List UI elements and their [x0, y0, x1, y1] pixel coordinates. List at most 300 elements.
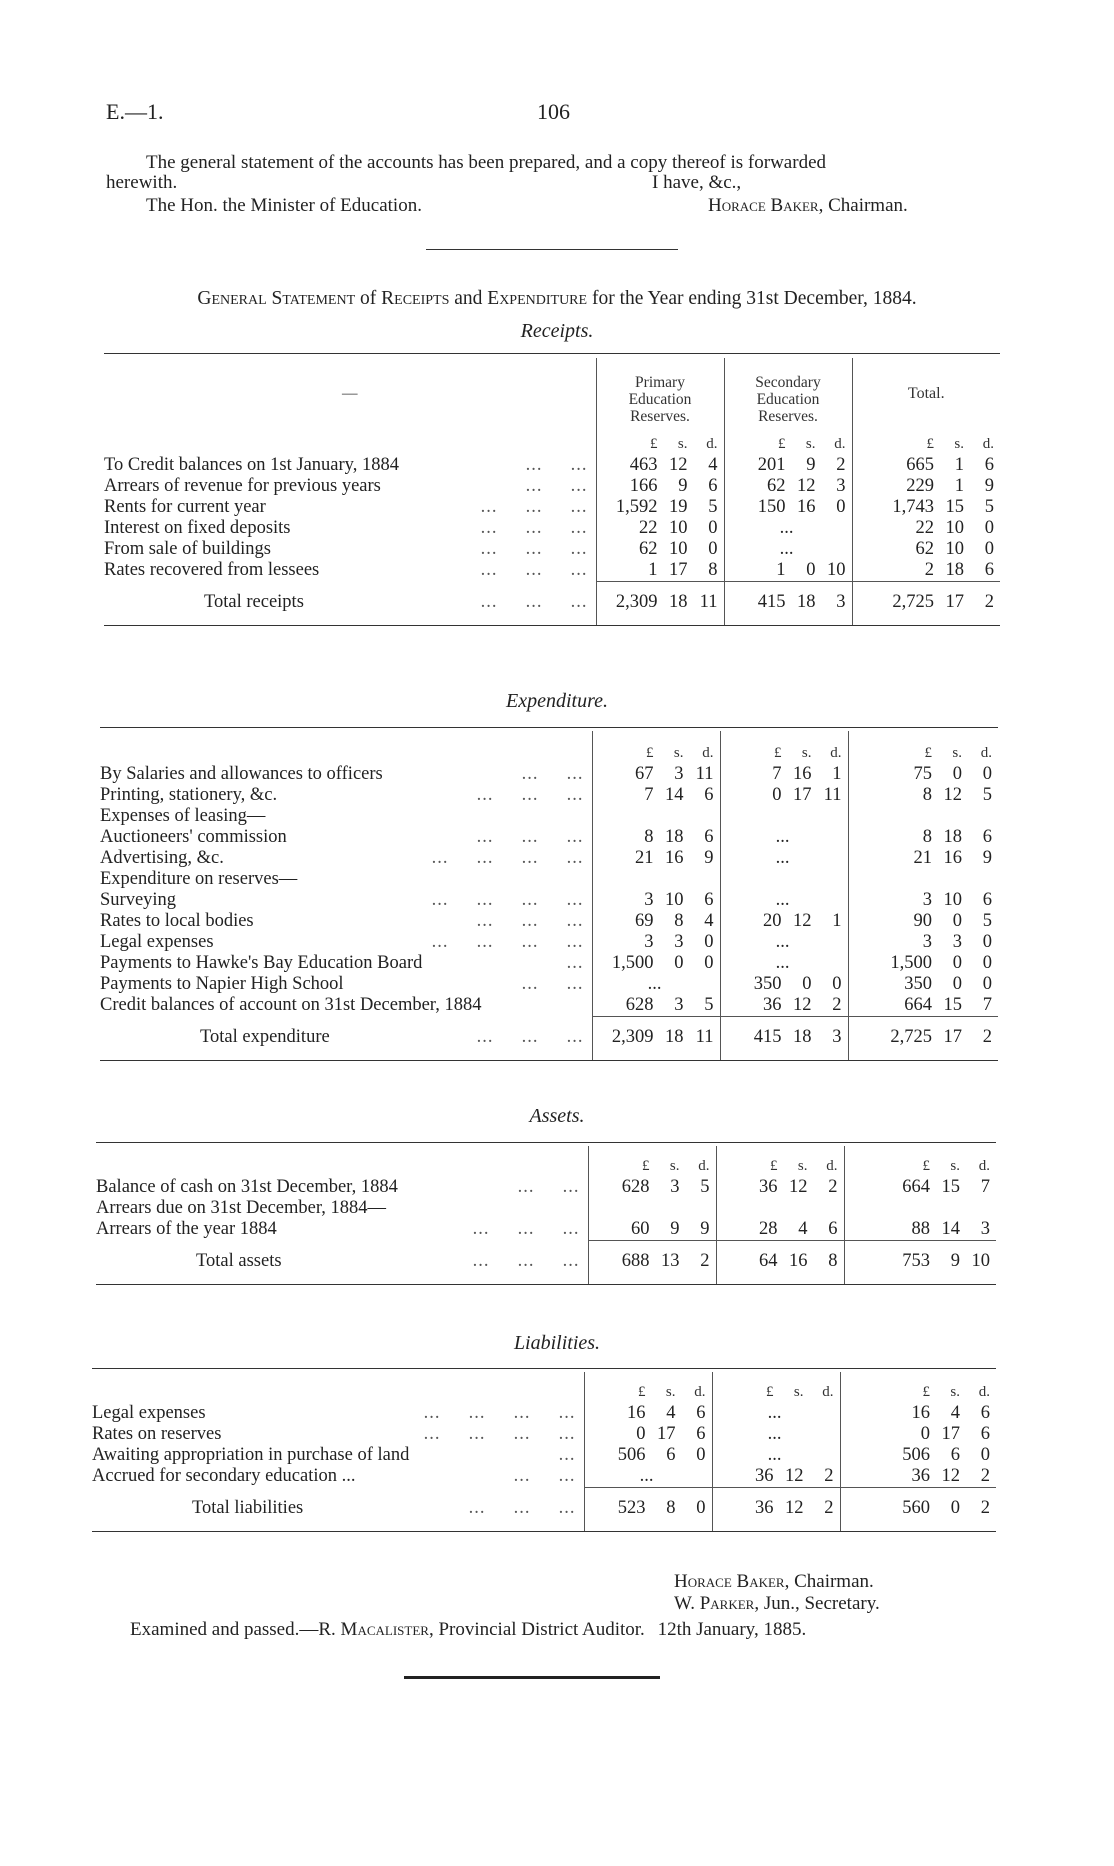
- row-label-text: Total assets: [196, 1250, 282, 1271]
- unit-l: £: [774, 745, 782, 761]
- primary-amount: [592, 995, 720, 1017]
- pounds: 201: [757, 455, 786, 475]
- pence: 6: [696, 1403, 706, 1423]
- table-header-row: [104, 358, 1000, 428]
- shillings: 17: [945, 592, 964, 612]
- leader-dots: ... ... ...: [472, 1250, 580, 1271]
- amount: [593, 974, 714, 995]
- primary-amount: [596, 455, 724, 476]
- primary-amount: [592, 953, 720, 974]
- pence: 8: [828, 1251, 838, 1271]
- primary-amount: [584, 1445, 712, 1466]
- shillings: 10: [665, 890, 684, 910]
- assets-title: Assets.: [529, 1105, 585, 1127]
- shillings: 12: [941, 1466, 960, 1486]
- currency-units: [848, 743, 998, 764]
- amount: [853, 592, 995, 613]
- secondary-amount: [724, 476, 852, 497]
- unit-s: s.: [950, 1384, 960, 1400]
- shillings: 0: [952, 974, 962, 994]
- row-label: [92, 1488, 584, 1532]
- pounds: 64: [759, 1251, 778, 1271]
- row-label: [100, 995, 592, 1017]
- secondary-amount: [720, 785, 848, 806]
- pence: 10: [827, 560, 846, 580]
- shillings: 10: [669, 518, 688, 538]
- shillings: 9: [950, 1251, 960, 1271]
- amount: [713, 1424, 834, 1445]
- unit-l: £: [924, 745, 932, 761]
- amount: [849, 764, 993, 785]
- pence: 3: [836, 592, 846, 612]
- pounds: 2,309: [611, 1027, 654, 1047]
- unit-labels: [725, 434, 846, 455]
- pounds: 628: [621, 1177, 650, 1197]
- pounds: 75: [913, 764, 932, 784]
- grand-total: [848, 1017, 998, 1061]
- spacer-cell: [96, 1156, 588, 1177]
- amount: [721, 890, 842, 911]
- shillings: 14: [941, 1219, 960, 1239]
- secondary-amount: [720, 827, 848, 848]
- empty-marker: ...: [767, 1424, 782, 1444]
- row-label: [104, 582, 596, 626]
- chairman-role: Chairman.: [794, 1571, 874, 1592]
- unit-d: d.: [702, 745, 714, 761]
- pence: 9: [982, 848, 992, 868]
- pounds: 67: [635, 764, 654, 784]
- spacer-cell: [720, 731, 848, 743]
- pounds: 0: [772, 785, 782, 805]
- amount: [717, 1219, 838, 1240]
- audit-date: 12th January, 1885.: [657, 1619, 807, 1640]
- amount: [725, 560, 846, 581]
- closing-rule: [404, 1676, 660, 1679]
- shillings: 16: [797, 497, 816, 517]
- title-part: Expenditure: [487, 288, 588, 309]
- secretary-signature: [674, 1594, 880, 1615]
- pounds: 21: [913, 848, 932, 868]
- report-reference: E.—1.: [106, 99, 164, 124]
- amount: [593, 932, 714, 953]
- row-label-text: Payments to Hawke's Bay Education Board: [100, 953, 423, 973]
- currency-units: [588, 1156, 716, 1177]
- total-row: [100, 1017, 998, 1061]
- amount: [721, 911, 842, 932]
- empty-marker: ...: [775, 890, 790, 910]
- amount: [721, 995, 842, 1016]
- shillings: 18: [665, 1027, 684, 1047]
- primary-amount: [596, 476, 724, 497]
- shillings: 12: [785, 1498, 804, 1518]
- pence: 6: [708, 476, 718, 496]
- primary-amount: [592, 764, 720, 785]
- amount: [597, 497, 718, 518]
- currency-units-row: [100, 743, 998, 764]
- leader-dots: ... ... ...: [476, 827, 584, 847]
- table-row: [104, 518, 1000, 539]
- header-line: Secondary: [755, 374, 821, 391]
- primary-amount: [596, 518, 724, 539]
- total-row: [92, 1488, 996, 1532]
- amount: [585, 1466, 706, 1487]
- pence: 6: [984, 560, 994, 580]
- leader-dots: ... ... ... ...: [431, 848, 584, 868]
- leader-dots: ... ... ... ...: [423, 1403, 576, 1423]
- pence: 6: [980, 1403, 990, 1423]
- total-amount: [852, 560, 1000, 582]
- chairman-name: Horace Baker,: [674, 1571, 790, 1592]
- amount: [593, 953, 714, 974]
- spacer-cell: [92, 1382, 584, 1403]
- label-column-header: —: [342, 384, 358, 402]
- row-label: [100, 806, 592, 827]
- row-label-text: Total expenditure: [200, 1026, 330, 1047]
- secondary-amount: [720, 911, 848, 932]
- pence: 11: [695, 764, 714, 784]
- pounds: 688: [621, 1251, 650, 1271]
- header-line: Education: [628, 391, 692, 408]
- shillings: 17: [657, 1424, 676, 1444]
- receipts-body: [104, 428, 1000, 626]
- amount: [721, 974, 842, 995]
- leader-dots: ... ... ... ...: [431, 932, 584, 952]
- row-label: [104, 518, 596, 539]
- shillings: 15: [941, 1177, 960, 1197]
- shillings: 12: [797, 476, 816, 496]
- spacer-cell: [104, 434, 596, 455]
- shillings: 17: [669, 560, 688, 580]
- primary-amount: [584, 1403, 712, 1424]
- pence: 11: [699, 592, 718, 612]
- shillings: 15: [945, 497, 964, 517]
- shillings: 16: [943, 848, 962, 868]
- amount: [849, 911, 993, 932]
- pence: 6: [704, 785, 714, 805]
- amount: [849, 785, 993, 806]
- unit-s: s.: [797, 1158, 808, 1174]
- assets-top-rule: [96, 1142, 996, 1143]
- leader-dots: ... ... ...: [480, 591, 588, 612]
- empty-marker: ...: [775, 827, 790, 847]
- pounds: 463: [629, 455, 658, 475]
- spacer-cell: [716, 1146, 844, 1156]
- secondary-amount: [724, 497, 852, 518]
- pounds: 2,725: [890, 1027, 932, 1047]
- unit-s: s.: [801, 745, 812, 761]
- shillings: 10: [669, 539, 688, 559]
- leader-dots: ... ...: [521, 974, 584, 994]
- empty-marker: ...: [779, 518, 794, 538]
- spacer-cell: [592, 731, 720, 743]
- secondary-amount: [720, 764, 848, 785]
- table-row: [100, 827, 998, 848]
- unit-l: £: [778, 436, 786, 452]
- secondary-amount: [720, 932, 848, 953]
- total-amount: [852, 539, 1000, 560]
- shillings: 18: [943, 827, 962, 847]
- row-label-text: Arrears of the year 1884: [96, 1219, 277, 1239]
- pounds: 3: [922, 890, 932, 910]
- unit-s: s.: [669, 1158, 680, 1174]
- pence: 0: [984, 539, 994, 559]
- row-label-text: Advertising, &c.: [100, 848, 224, 868]
- unit-d: d.: [706, 436, 718, 452]
- pence: 3: [836, 476, 846, 496]
- shillings: 4: [666, 1403, 676, 1423]
- title-part: Receipts: [381, 288, 450, 309]
- pence: 6: [980, 1424, 990, 1444]
- primary-amount: [592, 827, 720, 848]
- primary-amount: [592, 869, 720, 890]
- row-label-text: Surveying: [100, 890, 177, 910]
- pounds: 506: [902, 1445, 930, 1465]
- pounds: 36: [763, 995, 782, 1015]
- grand-total: [852, 582, 1000, 626]
- pence: 5: [982, 911, 992, 931]
- pounds: 0: [636, 1424, 646, 1444]
- row-label-text: Expenditure on reserves—: [100, 869, 298, 889]
- shillings: 0: [952, 764, 962, 784]
- pence: 2: [836, 455, 846, 475]
- secondary-amount: [724, 560, 852, 582]
- secondary-column-header: [724, 358, 852, 428]
- shillings: 17: [793, 785, 812, 805]
- row-label: [104, 539, 596, 560]
- leader-dots: ...: [566, 953, 584, 973]
- unit-d: d.: [698, 1158, 710, 1174]
- table-row: [92, 1424, 996, 1445]
- spacer-cell: [100, 731, 592, 743]
- amount: [593, 995, 714, 1016]
- primary-amount: [592, 848, 720, 869]
- pounds: 1,592: [615, 497, 658, 517]
- pence: 4: [708, 455, 718, 475]
- header-line: Education: [756, 391, 820, 408]
- secondary-amount: [712, 1466, 840, 1488]
- receipts-table: [104, 358, 1000, 626]
- shillings: 14: [665, 785, 684, 805]
- pence: 7: [980, 1177, 990, 1197]
- unit-labels: [849, 743, 993, 764]
- unit-labels: [841, 1382, 991, 1403]
- letter-signer-role: Chairman.: [828, 195, 908, 216]
- unit-d: d.: [826, 1158, 838, 1174]
- unit-d: d.: [978, 1384, 990, 1400]
- shillings: 16: [793, 764, 812, 784]
- pence: 5: [982, 785, 992, 805]
- leader-dots: ... ...: [525, 476, 588, 496]
- primary-amount: [592, 911, 720, 932]
- unit-s: s.: [952, 745, 962, 761]
- leader-dots: ... ... ...: [480, 539, 588, 559]
- amount: [593, 1027, 714, 1048]
- currency-units-row: [96, 1156, 996, 1177]
- unit-l: £: [926, 436, 934, 452]
- amount: [845, 1251, 991, 1272]
- amount: [593, 785, 714, 806]
- pounds: 1: [776, 560, 786, 580]
- secondary-amount: [716, 1177, 844, 1198]
- pounds: 150: [757, 497, 786, 517]
- amount: [853, 497, 995, 518]
- leader-dots: ... ... ...: [480, 560, 588, 580]
- shillings: 12: [943, 785, 962, 805]
- primary-amount: [584, 1424, 712, 1445]
- total-amount: [848, 953, 998, 974]
- pence: 0: [982, 974, 992, 994]
- secretary-role: Jun., Secretary.: [763, 1593, 880, 1614]
- row-label: [100, 890, 592, 911]
- amount: [585, 1424, 706, 1445]
- leader-dots: ... ... ... ...: [423, 1424, 576, 1444]
- pence: 0: [832, 974, 842, 994]
- unit-s: s.: [665, 1384, 676, 1400]
- shillings: 9: [678, 476, 688, 496]
- primary-total: [592, 1017, 720, 1061]
- primary-amount: [588, 1198, 716, 1219]
- assets-table: [96, 1146, 996, 1285]
- leader-dots: ... ... ...: [476, 1026, 584, 1047]
- secretary-name: W. Parker,: [674, 1593, 760, 1614]
- shillings: 4: [950, 1403, 960, 1423]
- row-label: [104, 455, 596, 476]
- pence: 2: [824, 1466, 834, 1486]
- amount: [725, 518, 846, 539]
- amount: [841, 1466, 991, 1487]
- amount: [849, 848, 993, 869]
- secondary-amount: [716, 1219, 844, 1241]
- letter-addressee: The Hon. the Minister of Education.: [146, 195, 422, 216]
- pence: 6: [704, 827, 714, 847]
- row-label: [100, 869, 592, 890]
- amount: [725, 592, 846, 613]
- secondary-total: [720, 1017, 848, 1061]
- unit-d: d.: [830, 745, 842, 761]
- row-label: [96, 1241, 588, 1285]
- pounds: 7: [644, 785, 654, 805]
- currency-units: [584, 1382, 712, 1403]
- header-line: Primary: [635, 374, 685, 391]
- pence: 0: [980, 1445, 990, 1465]
- amount: [845, 1219, 991, 1240]
- pounds: 415: [753, 1027, 782, 1047]
- pence: 5: [984, 497, 994, 517]
- pounds: 3: [644, 890, 654, 910]
- table-row: [92, 1466, 996, 1488]
- total-amount: [848, 827, 998, 848]
- shillings: 16: [665, 848, 684, 868]
- total-amount: [848, 869, 998, 890]
- amount: [713, 1403, 834, 1424]
- pence: 8: [708, 560, 718, 580]
- total-amount: [848, 932, 998, 953]
- amount: [849, 1027, 993, 1048]
- pounds: 90: [913, 911, 932, 931]
- row-label: [100, 848, 592, 869]
- statement-title: [0, 288, 1114, 309]
- secondary-amount: [720, 869, 848, 890]
- amount: [717, 1251, 838, 1272]
- row-label: [92, 1403, 584, 1424]
- table-row: [92, 1445, 996, 1466]
- row-label-text: Legal expenses: [92, 1403, 206, 1423]
- amount: [589, 1251, 710, 1272]
- empty-marker: ...: [775, 848, 790, 868]
- amount: [593, 911, 714, 932]
- shillings: 17: [943, 1027, 962, 1047]
- secondary-total: [724, 582, 852, 626]
- shillings: 3: [674, 995, 684, 1015]
- pence: 3: [832, 1027, 842, 1047]
- amount: [853, 539, 995, 560]
- row-label: [92, 1466, 584, 1488]
- pounds: 229: [906, 476, 934, 496]
- shillings: 8: [666, 1498, 676, 1518]
- table-row: [104, 476, 1000, 497]
- pence: 1: [832, 911, 842, 931]
- currency-units-row: [104, 434, 1000, 455]
- receipts-top-rule: [104, 353, 1000, 354]
- secondary-amount: [720, 974, 848, 995]
- unit-labels: [845, 1156, 991, 1177]
- header-line: Reserves.: [758, 408, 818, 425]
- table-row: [100, 974, 998, 995]
- shillings: 10: [945, 518, 964, 538]
- primary-amount: [592, 974, 720, 995]
- row-label: [100, 953, 592, 974]
- pounds: 753: [902, 1251, 930, 1271]
- pence: 0: [704, 932, 714, 952]
- empty-marker: ...: [767, 1445, 782, 1465]
- amount: [597, 560, 718, 581]
- pounds: 664: [902, 1177, 930, 1197]
- row-label-text: Rents for current year: [104, 497, 266, 517]
- pence: 9: [700, 1219, 710, 1239]
- total-amount: [852, 497, 1000, 518]
- amount: [597, 476, 718, 497]
- primary-total: [588, 1241, 716, 1285]
- pounds: 1,743: [892, 497, 934, 517]
- total-amount: [848, 911, 998, 932]
- total-amount: [840, 1445, 996, 1466]
- pounds: 8: [922, 785, 932, 805]
- liabilities-title: Liabilities.: [513, 1332, 601, 1354]
- secondary-amount: [724, 518, 852, 539]
- pence: 0: [836, 497, 846, 517]
- pence: 5: [700, 1177, 710, 1197]
- pounds: 350: [753, 974, 782, 994]
- title-part: of: [355, 288, 382, 309]
- pounds: 8: [644, 827, 654, 847]
- amount: [597, 592, 718, 613]
- amount: [845, 1177, 991, 1198]
- letter-signer-name: Horace Baker,: [708, 195, 824, 216]
- shillings: 8: [674, 911, 684, 931]
- pounds: 69: [635, 911, 654, 931]
- pounds: 2: [924, 560, 934, 580]
- leader-dots: ... ... ...: [480, 518, 588, 538]
- amount: [585, 1498, 706, 1519]
- currency-units: [844, 1156, 996, 1177]
- table-row: [104, 539, 1000, 560]
- currency-units: [852, 434, 1000, 455]
- pounds: 62: [639, 539, 658, 559]
- amount: [593, 827, 714, 848]
- amount: [593, 764, 714, 785]
- shillings: 0: [674, 953, 684, 973]
- unit-labels: [589, 1156, 710, 1177]
